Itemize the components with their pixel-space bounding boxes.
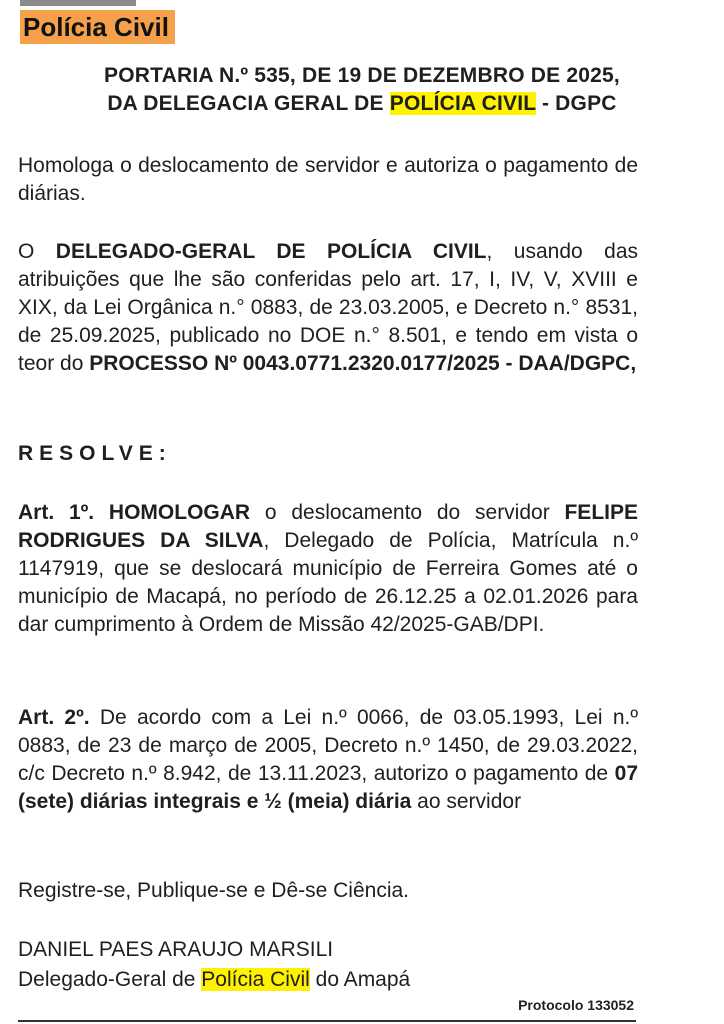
signature-role — [18, 966, 410, 994]
article-1 — [18, 499, 638, 639]
title-line-2 — [0, 90, 724, 118]
title-highlight: POLÍCIA CIVIL — [389, 92, 536, 115]
document-title — [0, 62, 724, 118]
signature-name: DANIEL PAES ARAUJO MARSILI — [18, 938, 334, 961]
title-line-1: PORTARIA N.º 535, DE 19 DE DEZEMBRO DE 2025, — [104, 64, 620, 87]
article-2 — [18, 704, 638, 816]
art2-text-1: De acordo com a Lei n.º 0066, de 03.05.1993, Lei n.º 0883, de 23 de março de 2005, Decreto n.º 1450, de 29.03.2022, c/c Decreto n.º 8.942, de 13.11.2023, autorizo o pagamento de — [18, 706, 638, 785]
ementa: Homologa o deslocamento de servidor e autoriza o pagamento de diárias. — [18, 154, 638, 205]
art1-name: FELIPE RODRIGUES DA SILVA — [18, 501, 638, 552]
section-tag: Polícia Civil — [20, 10, 175, 44]
art2-bold: 07 (sete) diárias integrais e ½ (meia) diária — [18, 762, 638, 813]
title-line-2-post: - DGPC — [535, 92, 617, 115]
art1-label: Art. 1º. — [18, 501, 95, 524]
bottom-rule — [18, 1020, 636, 1022]
art1-verb: HOMOLOGAR — [94, 501, 251, 524]
resolve-heading: RESOLVE: — [18, 442, 172, 465]
role-post: do Amapá — [309, 968, 411, 991]
art1-text-1: o deslocamento do servidor — [250, 501, 565, 524]
top-rule — [20, 0, 136, 6]
preamble-process: PROCESSO Nº 0043.0771.2320.0177/2025 - DAA/DGPC, — [89, 352, 637, 375]
preamble-text: , usando das atribuições que lhe são conferidas pelo art. 17, I, IV, V, XVIII e XIX, da Lei Orgânica n.° 0883, de 23.03.2005, e Decreto n.° 8531, de 25.09.2025, publicado no DOE n.° 8.501, e tendo em vista o teor do — [18, 240, 639, 375]
art2-text-2: ao servidor — [411, 790, 522, 813]
closing: Registre-se, Publique-se e Dê-se Ciência. — [18, 879, 410, 902]
protocol-number: Protocolo 133052 — [518, 997, 634, 1013]
role-highlight: Polícia Civil — [201, 968, 310, 991]
preamble-lead: O — [18, 240, 56, 263]
art2-label: Art. 2º. — [18, 706, 90, 729]
preamble-authority: DELEGADO-GERAL DE POLÍCIA CIVIL — [55, 240, 487, 263]
title-line-2-pre: DA DELEGACIA GERAL DE — [107, 92, 390, 115]
preamble — [18, 238, 638, 378]
art1-text-2: , Delegado de Polícia, Matrícula n.º 1147919, que se deslocará município de Ferreira Gomes até o município de Macapá, no período de 26.12.25 a 02.01.2026 para dar cumprimento à Ordem de Missão 42/2025-GAB/DPI. — [18, 529, 638, 636]
role-pre: Delegado-Geral de — [18, 968, 202, 991]
